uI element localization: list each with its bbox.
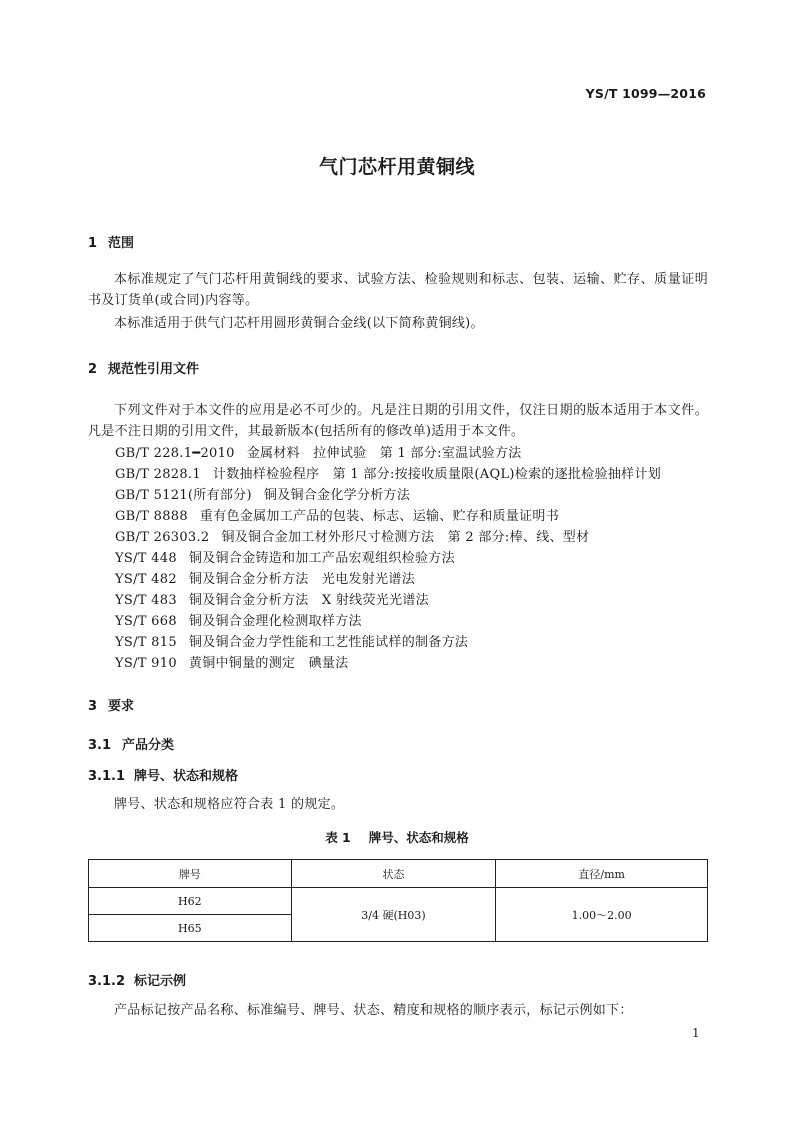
header-cell-grade: 牌号: [89, 860, 292, 888]
section-number: 3.1: [88, 738, 112, 753]
table-caption: [0, 828, 794, 846]
reference-code: GB/T 5121(所有部分): [115, 488, 252, 503]
section-3-heading: [88, 695, 134, 714]
standard-number: YS/T 1099—2016: [585, 86, 706, 101]
reference-code: GB/T 2828.1: [115, 467, 201, 482]
reference-title: 铜及铜合金力学性能和工艺性能试样的制备方法: [188, 635, 469, 650]
section-title: 要求: [108, 699, 135, 714]
section-1-heading: [88, 232, 134, 251]
reference-item: [115, 568, 415, 587]
page-number: 1: [692, 1026, 700, 1040]
reference-title: 铜及铜合金铸造和加工产品宏观组织检验方法: [188, 551, 455, 566]
section-title: 范围: [108, 236, 135, 251]
reference-code: GB/T 8888: [115, 509, 188, 524]
reference-item: [115, 631, 468, 650]
reference-title: 铜及铜合金化学分析方法: [263, 488, 411, 503]
reference-item: [115, 463, 661, 482]
section-number: 2: [88, 362, 98, 377]
reference-code: YS/T 815: [115, 635, 177, 650]
reference-title: 铜及铜合金理化检测取样方法: [188, 614, 362, 629]
reference-code: YS/T 483: [115, 593, 177, 608]
reference-code: YS/T 910: [115, 656, 177, 671]
reference-code: GB/T 26303.2: [115, 530, 210, 545]
header-cell-temper: 状态: [291, 860, 496, 888]
table-caption-title: 牌号、状态和规格: [368, 830, 469, 845]
section-number: 3: [88, 699, 98, 714]
section-number: 1: [88, 236, 98, 251]
section-title: 产品分类: [122, 738, 175, 753]
reference-item: [115, 484, 410, 503]
reference-item: [115, 526, 589, 545]
section-2-heading: [88, 358, 199, 377]
reference-item: [115, 505, 559, 524]
reference-item: [115, 547, 455, 566]
reference-title: 金属材料 拉伸试验 第 1 部分:室温试验方法: [246, 446, 522, 461]
reference-title: 铜及铜合金分析方法 光电发射光谱法: [188, 572, 415, 587]
subsection-3-1-2-heading: [88, 970, 186, 989]
section-title: 标记示例: [134, 974, 187, 989]
table-caption-number: 表 1: [325, 830, 351, 845]
reference-title: 铜及铜合金分析方法 X 射线荧光光谱法: [188, 593, 429, 608]
table-row: [89, 888, 708, 915]
section-title: 规范性引用文件: [108, 362, 200, 377]
grade-temper-size-table: [88, 859, 708, 942]
scope-paragraph-2: 本标准适用于供气门芯杆用圆形黄铜合金线(以下简称黄铜线)。: [114, 316, 484, 331]
reference-title: 黄铜中铜量的测定 碘量法: [188, 656, 349, 671]
diameter-cell: 1.00～2.00: [496, 888, 708, 942]
marking-example-text: 产品标记按产品名称、标准编号、牌号、状态、精度和规格的顺序表示，标记示例如下：: [114, 1003, 633, 1018]
section-title: 牌号、状态和规格: [134, 769, 239, 784]
reference-item: [115, 610, 362, 629]
section-number: 3.1.1: [88, 769, 126, 784]
reference-item: [115, 652, 349, 671]
reference-title: 重有色金属加工产品的包装、标志、运输、贮存和质量证明书: [199, 509, 560, 524]
subsection-3-1-heading: [88, 734, 174, 753]
reference-title: 铜及铜合金加工材外形尺寸检测方法 第 2 部分:棒、线、型材: [221, 530, 590, 545]
reference-code: YS/T 448: [115, 551, 177, 566]
table-header-row: [89, 860, 708, 888]
grade-requirement-text: 牌号、状态和规格应符合表 1 的规定。: [114, 797, 345, 812]
reference-code: YS/T 668: [115, 614, 177, 629]
header-cell-diameter: 直径/mm: [496, 860, 708, 888]
grade-cell: H62: [89, 888, 292, 915]
reference-title: 计数抽样检验程序 第 1 部分:按接收质量限(AQL)检索的逐批检验抽样计划: [212, 467, 662, 482]
document-title: 气门芯杆用黄铜线: [318, 156, 475, 178]
reference-code: GB/T 228.1━2010: [115, 446, 235, 461]
reference-item: [115, 442, 522, 461]
references-intro: 下列文件对于本文件的应用是必不可少的。凡是注日期的引用文件，仅注日期的版本适用于本文件。凡是不注日期的引用文件，其最新版本(包括所有的修改单)适用于本文件。: [88, 403, 708, 439]
grade-cell: H65: [89, 915, 292, 942]
scope-paragraph-1: 本标准规定了气门芯杆用黄铜线的要求、试验方法、检验规则和标志、包装、运输、贮存、质量证明书及订货单(或合同)内容等。: [88, 272, 708, 308]
temper-cell: 3/4 硬(H03): [291, 888, 496, 942]
section-number: 3.1.2: [88, 974, 126, 989]
reference-code: YS/T 482: [115, 572, 177, 587]
subsection-3-1-1-heading: [88, 765, 238, 784]
reference-item: [115, 589, 429, 608]
